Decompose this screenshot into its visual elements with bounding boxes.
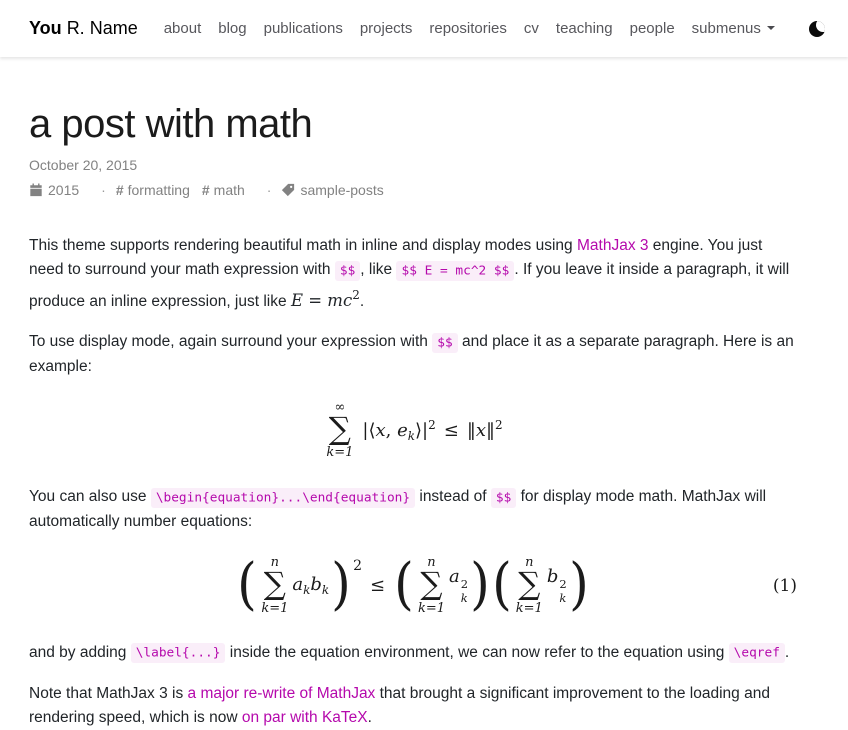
math-token: a [292,574,304,596]
equation-expression [362,418,502,443]
text-run: , like [360,261,397,278]
hash-icon: # [201,182,210,198]
navbar [0,0,848,57]
text-run: and place it as a separate paragraph. Here is an example: [29,333,794,375]
math-body: E = mc [290,291,353,310]
nav-item-publications[interactable]: publications [263,19,343,37]
equation-group-2 [393,552,491,618]
code-dollar-signs: $$ [432,333,457,353]
meta-category-link[interactable]: formatting [127,182,190,198]
math-superscript: 2 [428,417,436,432]
math-token: ‖ [466,419,476,441]
page-title: a post with math [29,102,313,146]
math-superscript: 2 [460,577,469,592]
meta-separator: · [101,182,106,198]
math-superscript: 2 [352,288,360,302]
sum-upper-limit: ∞ [334,400,346,415]
code-equation-env: \begin{equation}...\end{equation} [151,488,415,508]
math-token: x [375,419,386,441]
term-bk2 [547,566,567,604]
sum-lower-limit: k=1 [417,600,445,616]
tag-icon [281,183,295,197]
sum-upper-limit: n [427,555,436,571]
meta-category-link[interactable]: math [213,182,245,198]
text-run: . [367,708,372,726]
math-subscript: k [321,583,330,598]
meta-tag-group [281,182,383,198]
left-paren: ( [237,552,258,618]
term-ak2 [449,566,468,604]
nav-links [164,20,842,38]
math-token: b [546,566,559,588]
code-eqref: \eqref [729,643,785,663]
sum-upper-limit: n [270,555,280,571]
right-paren: ) [331,552,351,618]
sigma-icon: ∑ [328,411,351,447]
hash-icon: # [115,182,124,198]
summation-symbol [418,556,445,614]
supsub-stack [461,578,468,604]
display-equation-bessel [29,401,797,459]
inline-math-emc2 [290,288,360,310]
text-run: that brought a significant improvement to the loading and rendering speed, which is now [29,684,770,726]
text-run: engine. You just need to surround your math expression with [29,237,763,278]
paragraph-4 [29,641,797,666]
site-brand-link[interactable] [29,18,138,39]
text-run: . [784,643,790,661]
display-equation-cauchy-schwarz [29,552,797,618]
term-akbk [292,574,329,597]
summation-symbol [261,556,288,614]
math-superscript: 2 [353,558,362,575]
code-label: \label{...} [131,643,226,663]
math-token: , [385,419,398,441]
text-run: Note that MathJax 3 is [29,684,188,702]
code-dollar-signs: $$ [335,261,360,281]
nav-item-submenus[interactable] [692,20,775,37]
math-superscript: 2 [495,417,503,432]
text-run: for display mode math. MathJax will automatically number equations: [29,488,767,531]
summation-symbol [326,401,353,459]
post-date: October 20, 2015 [29,157,138,173]
meta-category-math [202,182,245,198]
mathjax-rewrite-link[interactable]: a major re-write of MathJax [187,684,376,702]
math-token: a [448,566,460,588]
math-token: x [475,419,487,441]
right-paren: ) [568,552,589,618]
sum-lower-limit: k=1 [261,600,289,616]
code-dollar-signs: $$ [491,488,516,508]
nav-item-about[interactable]: about [163,19,202,37]
equation-number: (1) [772,575,797,596]
meta-year-link[interactable]: 2015 [48,182,80,198]
text-run: inside the equation environment, we can now refer to the equation using [225,643,729,661]
nav-item-cv[interactable]: cv [523,19,539,37]
summation-symbol [516,556,543,614]
text-run: To use display mode, again surround your expression with [29,333,433,350]
less-equal-sign: ≤ [369,575,386,597]
moon-icon [809,21,825,37]
supsub-stack [559,578,566,604]
meta-year-group [29,182,79,198]
nav-item-teaching[interactable]: teaching [555,19,613,37]
meta-separator: · [266,182,272,198]
text-run: instead of [415,488,491,506]
nav-item-blog[interactable]: blog [218,19,247,37]
sigma-icon: ∑ [420,566,443,603]
text-run: This theme supports rendering beautiful math in inline and display modes using [29,237,577,254]
math-subscript: k [559,590,567,605]
math-token: |⟨ [362,419,376,441]
right-paren: ) [470,552,490,618]
paragraph-2 [29,330,797,379]
meta-category-formatting [116,182,190,198]
paragraph-5 [29,682,797,730]
math-token: ⟩| [415,419,429,441]
text-run: . If you leave it inside a paragraph, it will produce an inline expression, just like [29,261,790,310]
left-paren: ( [491,552,512,618]
brand-last-name: R. Name [66,18,138,38]
submenus-label: submenus [691,19,761,37]
text-run: . [359,293,365,310]
chevron-down-icon [767,26,775,30]
post-content [0,104,848,730]
math-token: ‖ [486,419,496,441]
dark-mode-toggle[interactable] [809,21,825,37]
less-equal-sign: ≤ [443,419,459,441]
equation-group-1 [236,552,362,618]
katex-benchmark-link[interactable]: on par with KaTeX [241,708,368,726]
math-token: b [310,574,322,596]
sum-lower-limit: k=1 [515,600,543,616]
post-meta [29,182,797,198]
text-run: You can also use [29,488,151,506]
sum-upper-limit: n [525,555,534,571]
sigma-icon: ∑ [263,566,286,603]
paragraph-1 [29,234,797,314]
nav-item-people[interactable]: people [629,19,675,37]
equation-group-3 [491,552,590,618]
meta-tag-link[interactable]: sample-posts [300,182,384,198]
calendar-icon [29,183,43,197]
math-subscript: k [407,428,416,443]
sigma-icon: ∑ [518,566,541,603]
math-superscript: 2 [559,577,567,592]
nav-item-projects[interactable]: projects [359,19,413,37]
text-run: and by adding [29,643,131,661]
nav-item-repositories[interactable]: repositories [429,19,507,37]
math-subscript: k [460,590,468,605]
math-subscript: k [303,583,311,598]
math-token: e [397,419,408,441]
code-emc2: $$ E = mc^2 $$ [396,261,514,281]
brand-first-name: You [29,18,62,38]
left-paren: ( [394,552,414,618]
mathjax3-link[interactable]: MathJax 3 [576,237,649,254]
sum-lower-limit: k=1 [326,445,354,461]
paragraph-3 [29,485,797,534]
